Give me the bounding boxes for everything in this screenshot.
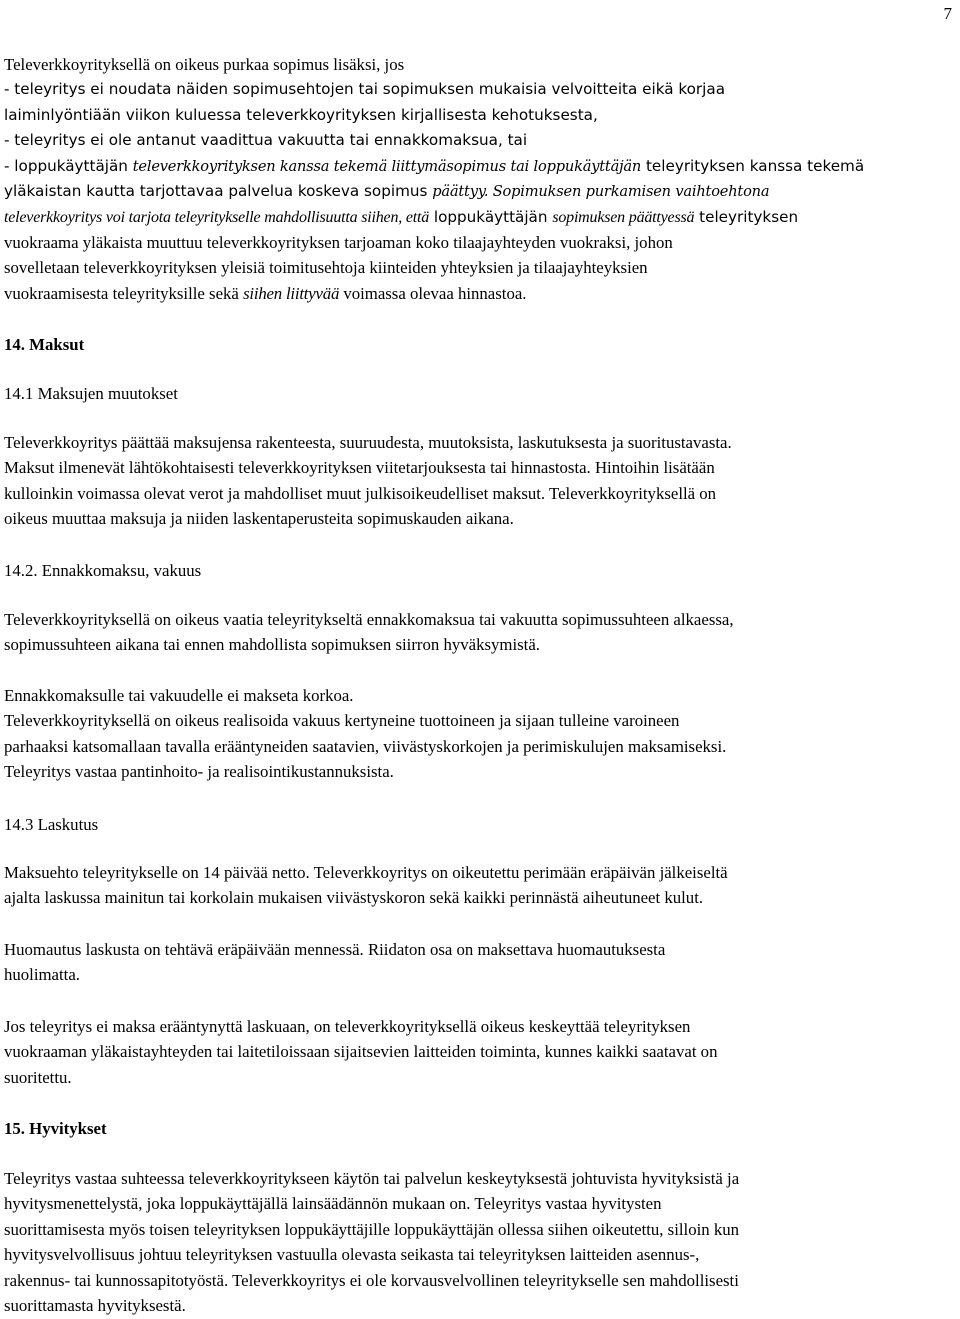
section-14-3-paragraph-2 [4,937,954,988]
section-14-heading-block [4,332,954,357]
italic-run: siihen liittyvää [243,283,340,303]
page-number: 7 [943,4,952,23]
section-14-1-heading-block [4,381,954,406]
section-14-3-paragraph-3 [4,1014,954,1090]
section-14-2-paragraph-1 [4,607,954,658]
section-14-2-heading: 14.2. Ennakkomaksu, vakuus [4,561,202,580]
paragraph-line: Teleyritys vastaa pantinhoito- ja realisointikustannuksista. [4,762,394,782]
paragraph-line: suoritettu. [4,1067,72,1087]
termination-condition-1: - teleyritys ei noudata näiden sopimusehtojen tai sopimuksen mukaisia velvoitteita eikä korjaa [4,80,725,99]
paragraph-line: Televerkkoyrityksellä on oikeus vaatia teleyritykseltä ennakkomaksua tai vakuutta sopimussuhteen alkaessa, [4,610,734,629]
paragraph-line: huolimatta. [4,965,80,985]
alternative-line-4 [4,281,954,306]
text-run: teleyrityksen kanssa tekemä [641,156,865,175]
paragraph-line: Jos teleyritys ei maksa erääntynyttä laskuaan, on televerkkoyrityksellä oikeus keskeyttää teleyrityksen [4,1017,691,1036]
paragraph-line: hyvitysmenettelystä, joka loppukäyttäjällä lainsäädännön mukaan on. Teleyritys vastaa hyvitysten [4,1194,662,1214]
paragraph-line: Televerkkoyritys päättää maksujensa rakenteesta, suuruudesta, muutoksista, laskutuksesta ja suoritustavasta. [4,433,732,452]
italic-run: päättyy. Sopimuksen purkamisen vaihtoehtona [432,182,770,200]
paragraph-line: ajalta laskussa mainitun tai korkolain mukaisen viivästyskoron sekä kaikki perinnästä aiheutuneet kulut. [4,888,704,908]
paragraph-line: Maksut ilmenevät lähtökohtaisesti televerkkoyrityksen viitetarjouksesta tai hinnastosta. Hintoihin lisätään [4,458,715,478]
paragraph-line: vuokraaman yläkaistayhteyden tai laitetiloissaan sijaitsevien laitteiden toiminta, kunnes kaikki saatavat on [4,1042,718,1062]
termination-condition-3 [4,154,954,179]
paragraph-line: Ennakkomaksulle tai vakuudelle ei makseta korkoa. [4,686,354,705]
italic-run: televerkkoyrityksen kanssa tekemä liittymäsopimus tai loppukäyttäjän [132,157,642,175]
termination-condition-1-cont: laiminlyöntiään viikon kuluessa televerkkoyrityksen kirjallisesta kehotuksesta, [4,105,598,124]
paragraph-line: suorittamasta hyvityksestä. [4,1295,186,1315]
section-14-3-heading: 14.3 Laskutus [4,815,99,834]
section-14-3-heading-block [4,812,954,837]
section-15-body [4,1166,954,1318]
section-14-heading: 14. Maksut [4,335,85,354]
section-14-2-paragraph-2 [4,683,954,785]
italic-run: televerkkoyritys voi tarjota teleyritykselle mahdollisuutta siihen, että [4,209,430,227]
section-14-2-heading-block [4,558,954,583]
section-14-3-paragraph-1 [4,860,954,911]
text-run: voimassa olevaa hinnastoa. [339,283,527,303]
text-run: vuokraamisesta teleyrityksille sekä [4,283,244,303]
paragraph-line: sopimussuhteen aikana tai ennen mahdollista sopimuksen siirron hyväksymistä. [4,635,540,655]
italic-run: sopimuksen päättyessä [552,209,695,227]
section-15-heading-block [4,1116,954,1141]
paragraph-line: hyvitysvelvollisuus johtuu teleyrityksen vastuulla olevasta seikasta tai teleyrityksen laitteiden asennus-, [4,1245,700,1265]
termination-conditions [4,52,954,306]
paragraph-line: suorittamisesta myös toisen teleyrityksen loppukäyttäjille loppukäyttäjän ollessa siihen oikeutettu, silloin kun [4,1219,739,1239]
paragraph-line: kulloinkin voimassa olevat verot ja mahdolliset muut julkisoikeudelliset maksut. Televerkkoyrityksellä on [4,483,717,503]
paragraph-line: Maksuehto teleyritykselle on 14 päivää netto. Televerkkoyritys on oikeutettu perimään eräpäivän jälkeiseltä [4,863,728,882]
paragraph-line: Huomautus laskusta on tehtävä eräpäivään mennessä. Riidaton osa on maksettava huomautuksesta [4,940,666,959]
paragraph-line: oikeus muuttaa maksuja ja niiden laskentaperusteita sopimuskauden aikana. [4,509,514,529]
alternative-line-1 [4,204,954,229]
alternative-line-3: sovelletaan televerkkoyrityksen yleisiä toimitusehtoja kiinteiden yhteyksien ja tilaajayhteyksien [4,258,648,278]
document-page [4,0,954,1319]
termination-condition-2: - teleyritys ei ole antanut vaadittua vakuutta tai ennakkomaksua, tai [4,131,528,150]
paragraph-line: Televerkkoyrityksellä on oikeus realisoida vakuus kertyneine tuottoineen ja sijaan tulleine varoineen [4,711,680,731]
text-run: - loppukäyttäjän [4,156,133,175]
paragraph-line: parhaaksi katsomallaan tavalla erääntyneiden saatavien, viivästyskorkojen ja perimiskulujen maksamiseksi. [4,736,727,756]
alternative-line-2: vuokraama yläkaista muuttuu televerkkoyrityksen tarjoaman koko tilaajayhteyden vuokraksi, johon [4,232,673,252]
section-15-heading: 15. Hyvitykset [4,1119,107,1138]
paragraph-line: rakennus- tai kunnossapitotyöstä. Televerkkoyritys ei ole korvausvelvollinen teleyritykselle sen mahdollisesti [4,1270,739,1290]
termination-condition-3-cont [4,179,954,204]
text-run: loppukäyttäjän [429,208,553,227]
text-run: yläkaistan kautta tarjottavaa palvelua koskeva sopimus [4,181,433,200]
text-run: teleyrityksen [694,208,799,227]
section-14-1-body [4,430,954,532]
section-14-1-heading: 14.1 Maksujen muutokset [4,384,178,403]
termination-intro-line: Televerkkoyrityksellä on oikeus purkaa sopimus lisäksi, jos [4,55,405,74]
paragraph-line: Teleyritys vastaa suhteessa televerkkoyritykseen käytön tai palvelun keskeytyksestä johtuvista hyvityksistä ja [4,1169,740,1188]
